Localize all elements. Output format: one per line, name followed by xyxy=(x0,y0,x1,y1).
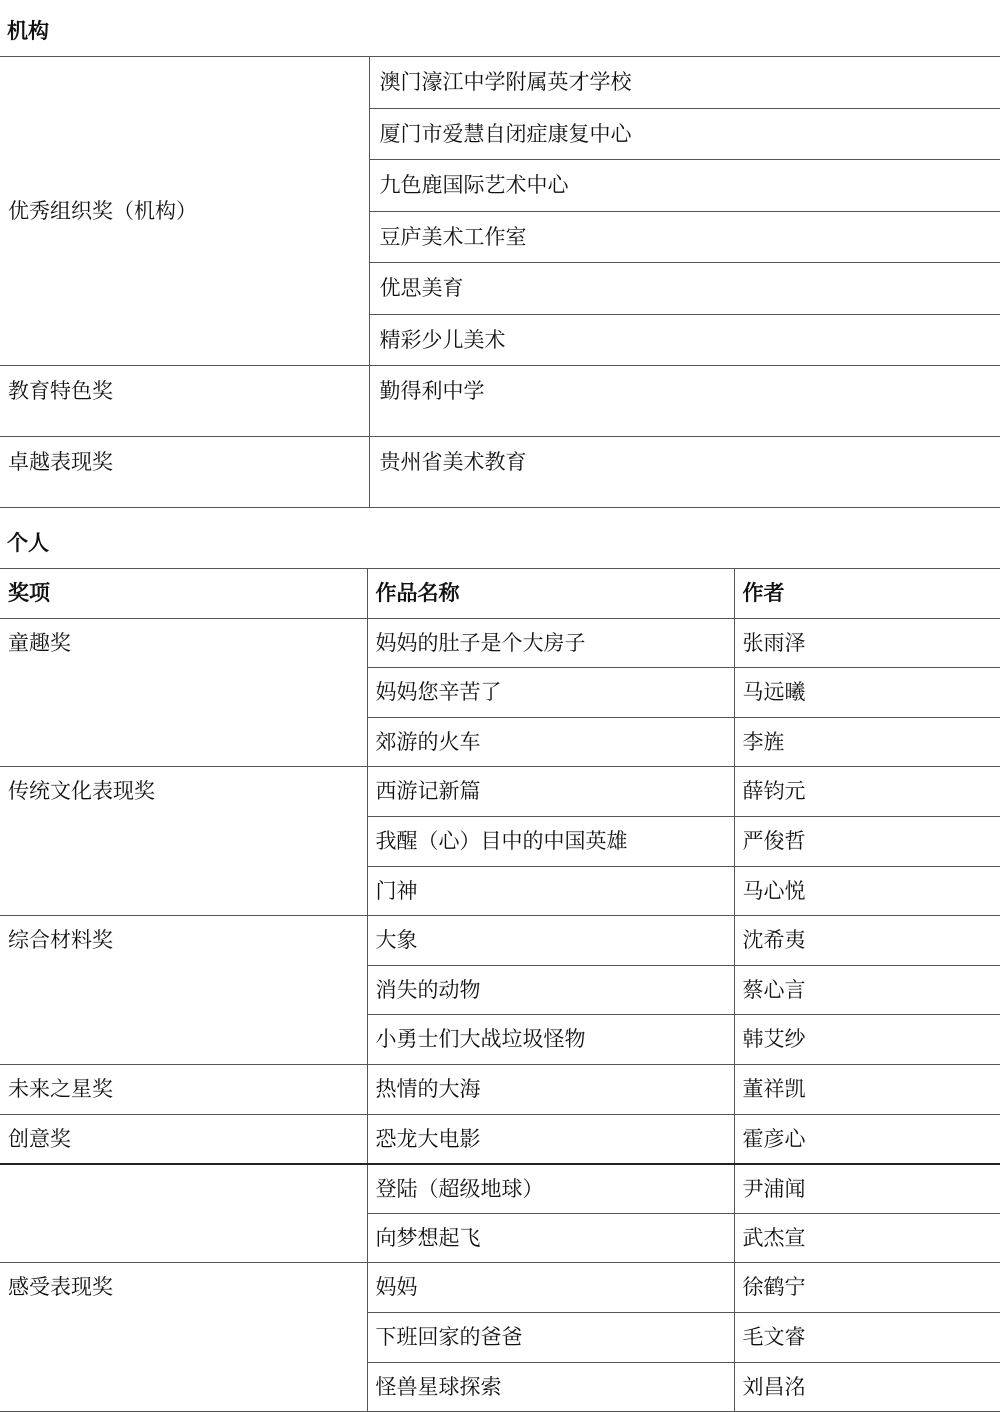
individual-awards-table xyxy=(0,568,1000,1412)
work-title-cell: 小勇士们大战垃圾怪物 xyxy=(367,1015,734,1065)
work-title-cell: 下班回家的爸爸 xyxy=(367,1312,734,1362)
award-cell: 未来之星奖 xyxy=(0,1064,367,1114)
author-cell: 徐鹤宁 xyxy=(734,1263,1000,1313)
author-cell: 霍彦心 xyxy=(734,1114,1000,1164)
table-row xyxy=(0,1114,1000,1164)
org-name-cell: 贵州省美术教育 xyxy=(369,437,1000,508)
work-title-cell: 门神 xyxy=(367,866,734,916)
award-cell: 教育特色奖 xyxy=(0,366,369,437)
org-name-cell: 澳门濠江中学附属英才学校 xyxy=(369,57,1000,109)
org-section-title: 机构 xyxy=(7,19,49,43)
work-title-cell: 妈妈您辛苦了 xyxy=(367,668,734,718)
author-cell: 严俊哲 xyxy=(734,816,1000,866)
work-title-cell: 我醒（心）目中的中国英雄 xyxy=(367,816,734,866)
header-work: 作品名称 xyxy=(367,569,734,619)
org-awards-table xyxy=(0,56,1000,508)
org-name-cell: 豆庐美术工作室 xyxy=(369,212,1000,263)
work-title-cell: 怪兽星球探索 xyxy=(367,1362,734,1412)
author-cell: 刘昌洺 xyxy=(734,1362,1000,1412)
table-row xyxy=(0,366,1000,437)
author-cell: 蔡心言 xyxy=(734,965,1000,1015)
org-name-cell: 优思美育 xyxy=(369,263,1000,315)
org-name-cell: 厦门市爱慧自闭症康复中心 xyxy=(369,109,1000,160)
work-title-cell: 恐龙大电影 xyxy=(367,1114,734,1164)
table-row xyxy=(0,916,1000,966)
award-cell: 童趣奖 xyxy=(0,618,367,767)
award-cell: 卓越表现奖 xyxy=(0,437,369,508)
header-award: 奖项 xyxy=(0,569,367,619)
author-cell: 董祥凯 xyxy=(734,1064,1000,1114)
table-row xyxy=(0,618,1000,668)
work-title-cell: 热情的大海 xyxy=(367,1064,734,1114)
author-cell: 马远曦 xyxy=(734,668,1000,718)
work-title-cell: 妈妈 xyxy=(367,1263,734,1313)
author-cell: 薛钧元 xyxy=(734,767,1000,817)
work-title-cell: 消失的动物 xyxy=(367,965,734,1015)
table-header-row xyxy=(0,569,1000,619)
table-row xyxy=(0,767,1000,817)
award-cell: 感受表现奖 xyxy=(0,1263,367,1412)
author-cell: 张雨泽 xyxy=(734,618,1000,668)
individual-section-title: 个人 xyxy=(7,531,49,555)
org-name-cell: 精彩少儿美术 xyxy=(369,315,1000,366)
table-row xyxy=(0,1164,1000,1214)
award-cell: 优秀组织奖（机构） xyxy=(0,57,369,366)
award-cell: 综合材料奖 xyxy=(0,916,367,1065)
award-cell: 传统文化表现奖 xyxy=(0,767,367,916)
org-name-cell: 勤得利中学 xyxy=(369,366,1000,437)
header-author: 作者 xyxy=(734,569,1000,619)
award-cell xyxy=(0,1164,367,1263)
work-title-cell: 西游记新篇 xyxy=(367,767,734,817)
table-row xyxy=(0,1064,1000,1114)
work-title-cell: 郊游的火车 xyxy=(367,717,734,767)
work-title-cell: 妈妈的肚子是个大房子 xyxy=(367,618,734,668)
table-row xyxy=(0,57,1000,109)
author-cell: 毛文睿 xyxy=(734,1312,1000,1362)
table-row xyxy=(0,437,1000,508)
author-cell: 马心悦 xyxy=(734,866,1000,916)
author-cell: 李旌 xyxy=(734,717,1000,767)
award-cell: 创意奖 xyxy=(0,1114,367,1164)
author-cell: 武杰宣 xyxy=(734,1213,1000,1263)
author-cell: 尹浦闻 xyxy=(734,1164,1000,1214)
author-cell: 沈希夷 xyxy=(734,916,1000,966)
work-title-cell: 向梦想起飞 xyxy=(367,1213,734,1263)
work-title-cell: 大象 xyxy=(367,916,734,966)
org-name-cell: 九色鹿国际艺术中心 xyxy=(369,160,1000,212)
work-title-cell: 登陆（超级地球） xyxy=(367,1164,734,1214)
table-row xyxy=(0,1263,1000,1313)
author-cell: 韩艾纱 xyxy=(734,1015,1000,1065)
